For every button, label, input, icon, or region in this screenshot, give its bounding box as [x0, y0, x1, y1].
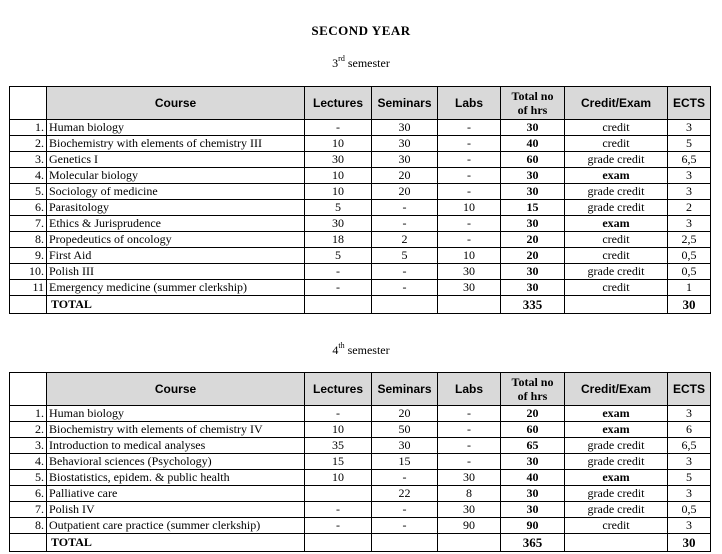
table-row [10, 454, 711, 470]
lectures-cell [305, 486, 372, 502]
seminars-cell: - [372, 200, 438, 216]
seminars-cell: 30 [372, 152, 438, 168]
number-column-header [10, 87, 47, 120]
total-blank [305, 296, 372, 314]
table-row [10, 200, 711, 216]
labs-cell: - [438, 406, 501, 422]
row-number: 11 [10, 280, 47, 296]
row-number: 5. [10, 184, 47, 200]
credit-exam-cell: grade credit [565, 502, 668, 518]
course-column-header: Course [47, 87, 305, 120]
labs-cell: - [438, 168, 501, 184]
labs-cell: - [438, 184, 501, 200]
ects-cell: 5 [668, 136, 711, 152]
table-row [10, 406, 711, 422]
labs-cell: 10 [438, 248, 501, 264]
course-name: Introduction to medical analyses [47, 438, 305, 454]
total-hours-cell: 30 [501, 184, 565, 200]
course-name: Human biology [47, 406, 305, 422]
table-row [10, 184, 711, 200]
lectures-cell: - [305, 280, 372, 296]
semester-3-table [9, 86, 711, 314]
lectures-column-header: Lectures [305, 87, 372, 120]
total-hours-cell: 15 [501, 200, 565, 216]
labs-cell: 30 [438, 264, 501, 280]
course-name: First Aid [47, 248, 305, 264]
total-label: TOTAL [47, 296, 305, 314]
lectures-cell: 10 [305, 168, 372, 184]
course-name: Biochemistry with elements of chemistry IV [47, 422, 305, 438]
total-hours-column-header: Total no of hrs [501, 373, 565, 406]
labs-cell: - [438, 422, 501, 438]
total-hours-cell: 30 [501, 120, 565, 136]
row-number: 3. [10, 152, 47, 168]
course-name: Molecular biology [47, 168, 305, 184]
table-row [10, 518, 711, 534]
ects-column-header: ECTS [668, 87, 711, 120]
total-hours-cell: 30 [501, 502, 565, 518]
row-number: 1. [10, 406, 47, 422]
lectures-column-header: Lectures [305, 373, 372, 406]
lectures-cell: 5 [305, 248, 372, 264]
total-hours-value: 335 [501, 296, 565, 314]
course-name: Human biology [47, 120, 305, 136]
lectures-cell: 15 [305, 454, 372, 470]
labs-cell: - [438, 438, 501, 454]
semester-4-heading: 4th semester [332, 341, 390, 357]
table-row [10, 470, 711, 486]
row-number: 4. [10, 168, 47, 184]
ects-cell: 3 [668, 168, 711, 184]
seminars-cell: 20 [372, 168, 438, 184]
seminars-cell: 30 [372, 136, 438, 152]
ects-cell: 3 [668, 406, 711, 422]
total-blank [438, 296, 501, 314]
ects-cell: 5 [668, 470, 711, 486]
seminars-column-header: Seminars [372, 373, 438, 406]
lectures-cell: 10 [305, 184, 372, 200]
labs-cell: - [438, 120, 501, 136]
total-ects-value: 30 [668, 534, 711, 552]
credit-exam-cell: exam [565, 470, 668, 486]
ects-cell: 1 [668, 280, 711, 296]
labs-column-header: Labs [438, 373, 501, 406]
lectures-cell: 30 [305, 216, 372, 232]
total-blank [438, 534, 501, 552]
course-name: Sociology of medicine [47, 184, 305, 200]
table-row [10, 438, 711, 454]
credit-exam-cell: exam [565, 216, 668, 232]
total-blank [565, 296, 668, 314]
total-blank [10, 296, 47, 314]
credit-exam-cell: credit [565, 136, 668, 152]
total-hours-cell: 65 [501, 438, 565, 454]
seminars-cell: 15 [372, 454, 438, 470]
total-ects-value: 30 [668, 296, 711, 314]
total-hours-cell: 30 [501, 216, 565, 232]
labs-cell: - [438, 454, 501, 470]
labs-cell: 30 [438, 470, 501, 486]
total-row [10, 534, 711, 552]
total-hours-cell: 40 [501, 136, 565, 152]
number-column-header [10, 373, 47, 406]
row-number: 1. [10, 120, 47, 136]
credit-exam-cell: exam [565, 168, 668, 184]
semester-3-heading: 3rd semester [332, 54, 390, 70]
labs-cell: - [438, 232, 501, 248]
row-number: 3. [10, 438, 47, 454]
course-name: Palliative care [47, 486, 305, 502]
lectures-cell: 10 [305, 422, 372, 438]
lectures-cell: - [305, 406, 372, 422]
table-row [10, 136, 711, 152]
total-hours-column-header: Total no of hrs [501, 87, 565, 120]
course-name: Emergency medicine (summer clerkship) [47, 280, 305, 296]
labs-cell: 10 [438, 200, 501, 216]
ects-cell: 6,5 [668, 152, 711, 168]
credit-exam-column-header: Credit/Exam [565, 373, 668, 406]
total-blank [10, 534, 47, 552]
row-number: 6. [10, 486, 47, 502]
seminars-cell: - [372, 518, 438, 534]
credit-exam-column-header: Credit/Exam [565, 87, 668, 120]
total-hours-value: 365 [501, 534, 565, 552]
lectures-cell: 35 [305, 438, 372, 454]
total-hours-cell: 20 [501, 232, 565, 248]
seminars-cell: - [372, 264, 438, 280]
course-name: Polish IV [47, 502, 305, 518]
credit-exam-cell: grade credit [565, 438, 668, 454]
total-hours-cell: 30 [501, 264, 565, 280]
row-number: 2. [10, 422, 47, 438]
seminars-cell: 2 [372, 232, 438, 248]
ects-cell: 2,5 [668, 232, 711, 248]
lectures-cell: - [305, 120, 372, 136]
table-row [10, 486, 711, 502]
course-name: Behavioral sciences (Psychology) [47, 454, 305, 470]
labs-cell: - [438, 136, 501, 152]
course-name: Propedeutics of oncology [47, 232, 305, 248]
row-number: 7. [10, 216, 47, 232]
ects-cell: 3 [668, 454, 711, 470]
credit-exam-cell: credit [565, 280, 668, 296]
row-number: 2. [10, 136, 47, 152]
total-hours-cell: 60 [501, 422, 565, 438]
table-row [10, 248, 711, 264]
ects-cell: 0,5 [668, 248, 711, 264]
labs-cell: 30 [438, 280, 501, 296]
total-hours-cell: 20 [501, 406, 565, 422]
credit-exam-cell: grade credit [565, 264, 668, 280]
ects-cell: 0,5 [668, 264, 711, 280]
total-hours-cell: 20 [501, 248, 565, 264]
seminars-cell: 30 [372, 120, 438, 136]
course-name: Genetics I [47, 152, 305, 168]
seminars-cell: 20 [372, 184, 438, 200]
total-hours-cell: 90 [501, 518, 565, 534]
seminars-cell: - [372, 470, 438, 486]
table-row [10, 264, 711, 280]
total-blank [565, 534, 668, 552]
credit-exam-cell: grade credit [565, 486, 668, 502]
seminars-column-header: Seminars [372, 87, 438, 120]
total-blank [372, 296, 438, 314]
credit-exam-cell: credit [565, 232, 668, 248]
ects-cell: 0,5 [668, 502, 711, 518]
seminars-cell: 5 [372, 248, 438, 264]
lectures-cell: 30 [305, 152, 372, 168]
lectures-cell: 5 [305, 200, 372, 216]
table-row [10, 152, 711, 168]
course-name: Polish III [47, 264, 305, 280]
row-number: 6. [10, 200, 47, 216]
semester-4-table [9, 372, 711, 552]
labs-cell: 30 [438, 502, 501, 518]
row-number: 4. [10, 454, 47, 470]
credit-exam-cell: grade credit [565, 200, 668, 216]
lectures-cell: - [305, 502, 372, 518]
total-hours-cell: 30 [501, 280, 565, 296]
ects-cell: 3 [668, 216, 711, 232]
total-hours-cell: 30 [501, 168, 565, 184]
lectures-cell: 10 [305, 136, 372, 152]
seminars-cell: - [372, 216, 438, 232]
credit-exam-cell: credit [565, 248, 668, 264]
seminars-cell: 22 [372, 486, 438, 502]
table-row [10, 168, 711, 184]
credit-exam-cell: credit [565, 120, 668, 136]
total-blank [372, 534, 438, 552]
course-name: Ethics & Jurisprudence [47, 216, 305, 232]
total-hours-cell: 60 [501, 152, 565, 168]
row-number: 8. [10, 232, 47, 248]
total-label: TOTAL [47, 534, 305, 552]
ects-cell: 6 [668, 422, 711, 438]
course-name: Parasitology [47, 200, 305, 216]
table-row [10, 232, 711, 248]
total-hours-cell: 40 [501, 470, 565, 486]
ects-cell: 3 [668, 120, 711, 136]
ects-column-header: ECTS [668, 373, 711, 406]
labs-cell: - [438, 216, 501, 232]
lectures-cell: 18 [305, 232, 372, 248]
seminars-cell: - [372, 502, 438, 518]
labs-cell: 8 [438, 486, 501, 502]
credit-exam-cell: grade credit [565, 152, 668, 168]
credit-exam-cell: grade credit [565, 184, 668, 200]
table-row [10, 216, 711, 232]
total-hours-cell: 30 [501, 454, 565, 470]
table-row [10, 422, 711, 438]
total-hours-cell: 30 [501, 486, 565, 502]
ects-cell: 3 [668, 518, 711, 534]
ects-cell: 6,5 [668, 438, 711, 454]
page-title: SECOND YEAR [311, 23, 411, 38]
labs-column-header: Labs [438, 87, 501, 120]
lectures-cell: - [305, 518, 372, 534]
course-column-header: Course [47, 373, 305, 406]
course-name: Outpatient care practice (summer clerkship) [47, 518, 305, 534]
lectures-cell: - [305, 264, 372, 280]
ects-cell: 2 [668, 200, 711, 216]
table-row [10, 120, 711, 136]
course-name: Biostatistics, epidem. & public health [47, 470, 305, 486]
credit-exam-cell: exam [565, 422, 668, 438]
total-blank [305, 534, 372, 552]
total-row [10, 296, 711, 314]
credit-exam-cell: grade credit [565, 454, 668, 470]
lectures-cell: 10 [305, 470, 372, 486]
seminars-cell: 30 [372, 438, 438, 454]
seminars-cell: - [372, 280, 438, 296]
seminars-cell: 20 [372, 406, 438, 422]
ects-cell: 3 [668, 184, 711, 200]
row-number: 8. [10, 518, 47, 534]
credit-exam-cell: exam [565, 406, 668, 422]
row-number: 9. [10, 248, 47, 264]
row-number: 5. [10, 470, 47, 486]
table-row [10, 280, 711, 296]
credit-exam-cell: credit [565, 518, 668, 534]
row-number: 7. [10, 502, 47, 518]
labs-cell: 90 [438, 518, 501, 534]
table-row [10, 502, 711, 518]
labs-cell: - [438, 152, 501, 168]
course-name: Biochemistry with elements of chemistry III [47, 136, 305, 152]
ects-cell: 3 [668, 486, 711, 502]
row-number: 10. [10, 264, 47, 280]
seminars-cell: 50 [372, 422, 438, 438]
